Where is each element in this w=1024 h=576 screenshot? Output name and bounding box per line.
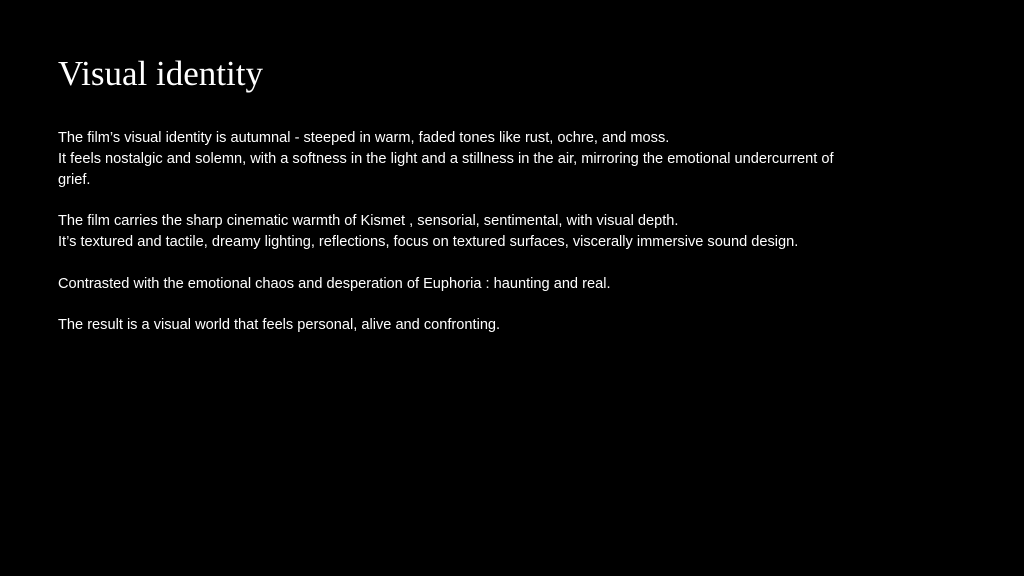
- paragraph-kismet: [58, 211, 958, 253]
- paragraph-palette: [58, 128, 958, 190]
- slide-body: [58, 128, 958, 357]
- text-line: It’s textured and tactile, dreamy lighting, reflections, focus on textured surfaces, viscerally immersive sound design.: [58, 233, 799, 250]
- paragraph-result: [58, 315, 958, 336]
- paragraph-euphoria: [58, 274, 958, 295]
- text-line: grief.: [58, 171, 91, 188]
- text-line: It feels nostalgic and solemn, with a softness in the light and a stillness in the air, mirroring the emotional undercurrent of: [58, 150, 834, 167]
- text-line: The film carries the sharp cinematic warmth of Kismet , sensorial, sentimental, with visual depth.: [58, 213, 679, 230]
- text-line: Contrasted with the emotional chaos and desperation of Euphoria : haunting and real.: [58, 275, 611, 292]
- text-line: The film’s visual identity is autumnal - steeped in warm, faded tones like rust, ochre, and moss.: [58, 130, 670, 146]
- text-line: The result is a visual world that feels personal, alive and confronting.: [58, 317, 501, 334]
- slide-title: Visual identity: [58, 54, 263, 93]
